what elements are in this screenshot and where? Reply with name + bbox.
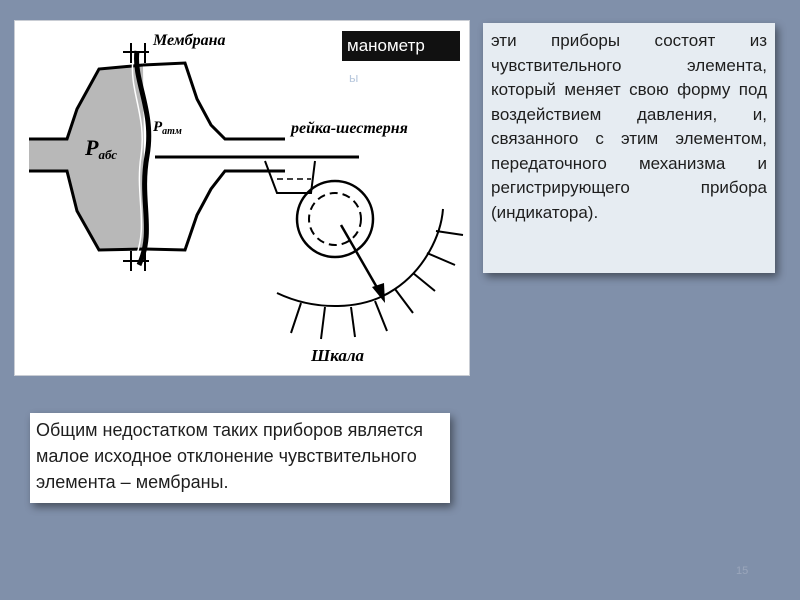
- page-number: 15: [736, 565, 749, 577]
- label-rack-gear: рейка-шестерня: [291, 120, 408, 137]
- manometer-badge: [342, 31, 460, 85]
- rack-housing: [265, 161, 315, 193]
- scale-ticks: [291, 231, 463, 339]
- manometer-badge-text: манометр: [347, 36, 425, 55]
- label-p-atm: $P_{атм}$: [153, 119, 182, 137]
- info-text-box: [483, 23, 775, 273]
- label-scale: Шкала: [311, 346, 365, 365]
- info-text: эти приборы состоят из чувствительного элемента, который меняет свою форму под воздействием давления, и, связанного с этим элементом, передаточного механизма и регистрирующего прибора (индикатора).: [491, 31, 767, 222]
- manometer-diagram: [14, 20, 470, 376]
- label-p-abs: Pабс: [85, 135, 118, 162]
- label-membrane: Мембрана: [153, 32, 226, 49]
- pointer: [341, 225, 379, 291]
- diagram-drawing: [15, 21, 471, 377]
- gear-inner: [309, 193, 361, 245]
- conclusion-text-box: [30, 413, 450, 503]
- conclusion-text: Общим недостатком таких приборов является малое исходное отклонение чувствительного элемента – мембраны.: [36, 420, 424, 492]
- manometer-badge-overflow: ы: [349, 70, 359, 85]
